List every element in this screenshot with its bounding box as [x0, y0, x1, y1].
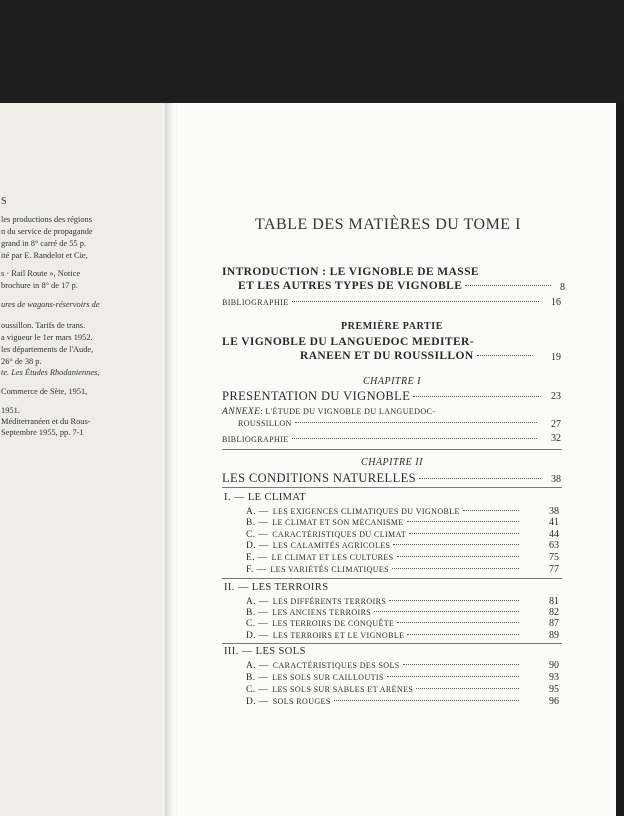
left-page-line: brochure in 8° de 17 p.	[1, 281, 78, 290]
toc-sub-item-page: 44	[549, 529, 559, 540]
toc-sub-item-letter: B. —	[246, 608, 269, 618]
toc-sub-item-page: 95	[549, 684, 559, 695]
left-page-line: 26° de 38 p.	[1, 357, 42, 366]
toc-part1-label: PREMIÈRE PARTIE	[340, 321, 444, 332]
toc-sub-item-letter: D. —	[246, 697, 269, 707]
toc-sub-item-page: 96	[549, 696, 559, 707]
toc-sub-item-text: LES DIFFÉRENTS TERROIRS	[272, 597, 387, 606]
toc-annexe-line1: ANNEXE : L'ÉTUDE DU VIGNOBLE DU LANGUEDOC-	[222, 407, 436, 417]
toc-sub-item	[246, 685, 522, 695]
toc-sub-item-text: LE CLIMAT ET SON MÉCANISME	[272, 518, 404, 527]
toc-sub-item-text: LES TERROIRS DE CONQUÊTE	[272, 619, 395, 628]
left-page-line: te. Les Études Rhodaniennes,	[1, 368, 100, 377]
toc-sub-item	[246, 518, 522, 528]
toc-sub-item-text: LES VARIÉTÉS CLIMATIQUES	[270, 565, 390, 574]
left-page-line: oussillon. Tarifs de trans.	[1, 321, 86, 330]
left-page-line: s · Rail Route », Notice	[1, 269, 81, 278]
toc-sub-item	[246, 565, 522, 575]
divider	[222, 578, 562, 579]
toc-sub-item-text: CARACTÉRISTIQUES DU CLIMAT	[272, 530, 407, 539]
toc-chapitre1-bibliographie: BIBLIOGRAPHIE	[222, 435, 540, 444]
toc-bibliographie-1-page: 16	[551, 297, 561, 308]
toc-sub-item-page: 75	[549, 552, 559, 563]
toc-sub-item-text: SOLS ROUGES	[272, 697, 331, 706]
toc-sub-item-page: 77	[549, 564, 559, 575]
toc-sub-item	[246, 541, 522, 551]
toc-chapitre1-label: CHAPITRE I	[362, 376, 422, 387]
toc-chapitre2-title: LES CONDITIONS NATURELLES	[222, 471, 544, 486]
book-gutter	[165, 103, 177, 816]
toc-sub-item-letter: A. —	[246, 597, 269, 607]
toc-sub-item-text: LES ANCIENS TERROIRS	[272, 608, 372, 617]
toc-sub-item-page: 41	[549, 517, 559, 528]
toc-sub-item-page: 93	[549, 672, 559, 683]
toc-introduction-page: 8	[560, 282, 565, 293]
left-page-line: 1951.	[1, 406, 20, 415]
left-page-line: ures de wagons-réservoirs de	[1, 300, 100, 309]
toc-sub-item-letter: B. —	[246, 673, 269, 683]
left-page-line: Méditerranéen et du Rous-	[1, 417, 91, 426]
toc-sub-item-letter: C. —	[246, 685, 269, 695]
page-title: TABLE DES MATIÈRES DU TOME I	[255, 216, 521, 233]
left-page-line: les départements de l'Aude,	[1, 345, 94, 354]
toc-annexe-page: 27	[551, 419, 561, 430]
toc-sub-item-page: 90	[549, 660, 559, 671]
toc-sub-item	[246, 608, 522, 618]
toc-introduction-line2: ET LES AUTRES TYPES DE VIGNOBLE	[238, 280, 554, 292]
toc-section-terroirs: II. — LES TERROIRS	[224, 582, 329, 593]
toc-sub-item-letter: F. —	[246, 565, 267, 575]
left-page-line: ité par E. Randelot et Cie,	[1, 251, 88, 260]
left-page-line: grand in 8° carré de 55 p.	[1, 239, 86, 248]
left-page-line: les productions des régions	[1, 215, 92, 224]
toc-chapitre1-bibliographie-page: 32	[551, 433, 561, 444]
toc-sub-item-page: 82	[549, 607, 559, 618]
toc-sub-item-text: LES SOLS SUR SABLES ET ARÈNES	[272, 685, 414, 694]
dark-background-edge	[616, 103, 624, 816]
left-page-line: Commerce de Sète, 1951,	[1, 387, 88, 396]
toc-part1-line1: LE VIGNOBLE DU LANGUEDOC MEDITER-	[222, 336, 474, 348]
toc-sub-item-text: LES EXIGENCES CLIMATIQUES DU VIGNOBLE	[272, 507, 460, 516]
toc-part1-page: 19	[551, 352, 561, 363]
left-page-line: a vigueur le 1er mars 1952.	[1, 333, 93, 342]
toc-sub-item	[246, 673, 522, 683]
toc-sub-item-letter: E. —	[246, 553, 268, 563]
toc-part1-line2: RANEEN ET DU ROUSSILLON	[300, 350, 536, 362]
toc-sub-item-page: 87	[549, 618, 559, 629]
toc-sub-item-page: 81	[549, 596, 559, 607]
toc-bibliographie-1: BIBLIOGRAPHIE	[222, 298, 542, 307]
toc-introduction-line1: INTRODUCTION : LE VIGNOBLE DE MASSE	[222, 266, 479, 278]
divider	[222, 487, 562, 488]
toc-sub-item-text: CARACTÉRISTIQUES DES SOLS	[272, 661, 400, 670]
toc-sub-item-text: LE CLIMAT ET LES CULTURES	[271, 553, 394, 562]
left-page	[0, 103, 165, 816]
toc-sub-item-letter: D. —	[246, 541, 269, 551]
toc-chapitre2-page: 38	[551, 474, 561, 485]
divider	[222, 643, 562, 644]
toc-sub-item-letter: B. —	[246, 518, 269, 528]
dark-background-top	[0, 0, 624, 103]
toc-section-sols: III. — LES SOLS	[224, 646, 306, 657]
toc-chapitre2-label: CHAPITRE II	[361, 457, 423, 468]
toc-sub-item-page: 63	[549, 540, 559, 551]
toc-sub-item	[246, 553, 522, 563]
toc-sub-item-text: LES SOLS SUR CAILLOUTIS	[272, 673, 384, 682]
divider	[222, 449, 562, 450]
toc-sub-item-letter: A. —	[246, 661, 269, 671]
toc-sub-item	[246, 661, 522, 671]
toc-chapitre1-page: 23	[551, 391, 561, 402]
toc-sub-item-text: LES TERROIRS ET LE VIGNOBLE	[272, 631, 405, 640]
toc-sub-item	[246, 507, 522, 517]
toc-sub-item-text: LES CALAMITÉS AGRICOLES	[272, 541, 391, 550]
left-page-line: Septembre 1955, pp. 7-1	[1, 428, 84, 437]
toc-sub-item-letter: C. —	[246, 619, 269, 629]
toc-sub-item	[246, 597, 522, 607]
left-page-line: n du service de propagande	[1, 227, 93, 236]
toc-section-climat: I. — LE CLIMAT	[224, 492, 307, 503]
toc-sub-item-page: 38	[549, 506, 559, 517]
toc-sub-item-letter: D. —	[246, 631, 269, 641]
toc-sub-item-letter: A. —	[246, 507, 269, 517]
toc-annexe-line2: ROUSSILLON	[238, 419, 540, 428]
toc-sub-item-letter: C. —	[246, 530, 269, 540]
toc-chapitre1-title: PRESENTATION DU VIGNOBLE	[222, 389, 544, 404]
left-page-line: S	[1, 196, 7, 207]
toc-sub-item	[246, 631, 522, 641]
toc-sub-item	[246, 619, 522, 629]
toc-sub-item	[246, 530, 522, 540]
toc-sub-item-page: 89	[549, 630, 559, 641]
toc-sub-item	[246, 697, 522, 707]
